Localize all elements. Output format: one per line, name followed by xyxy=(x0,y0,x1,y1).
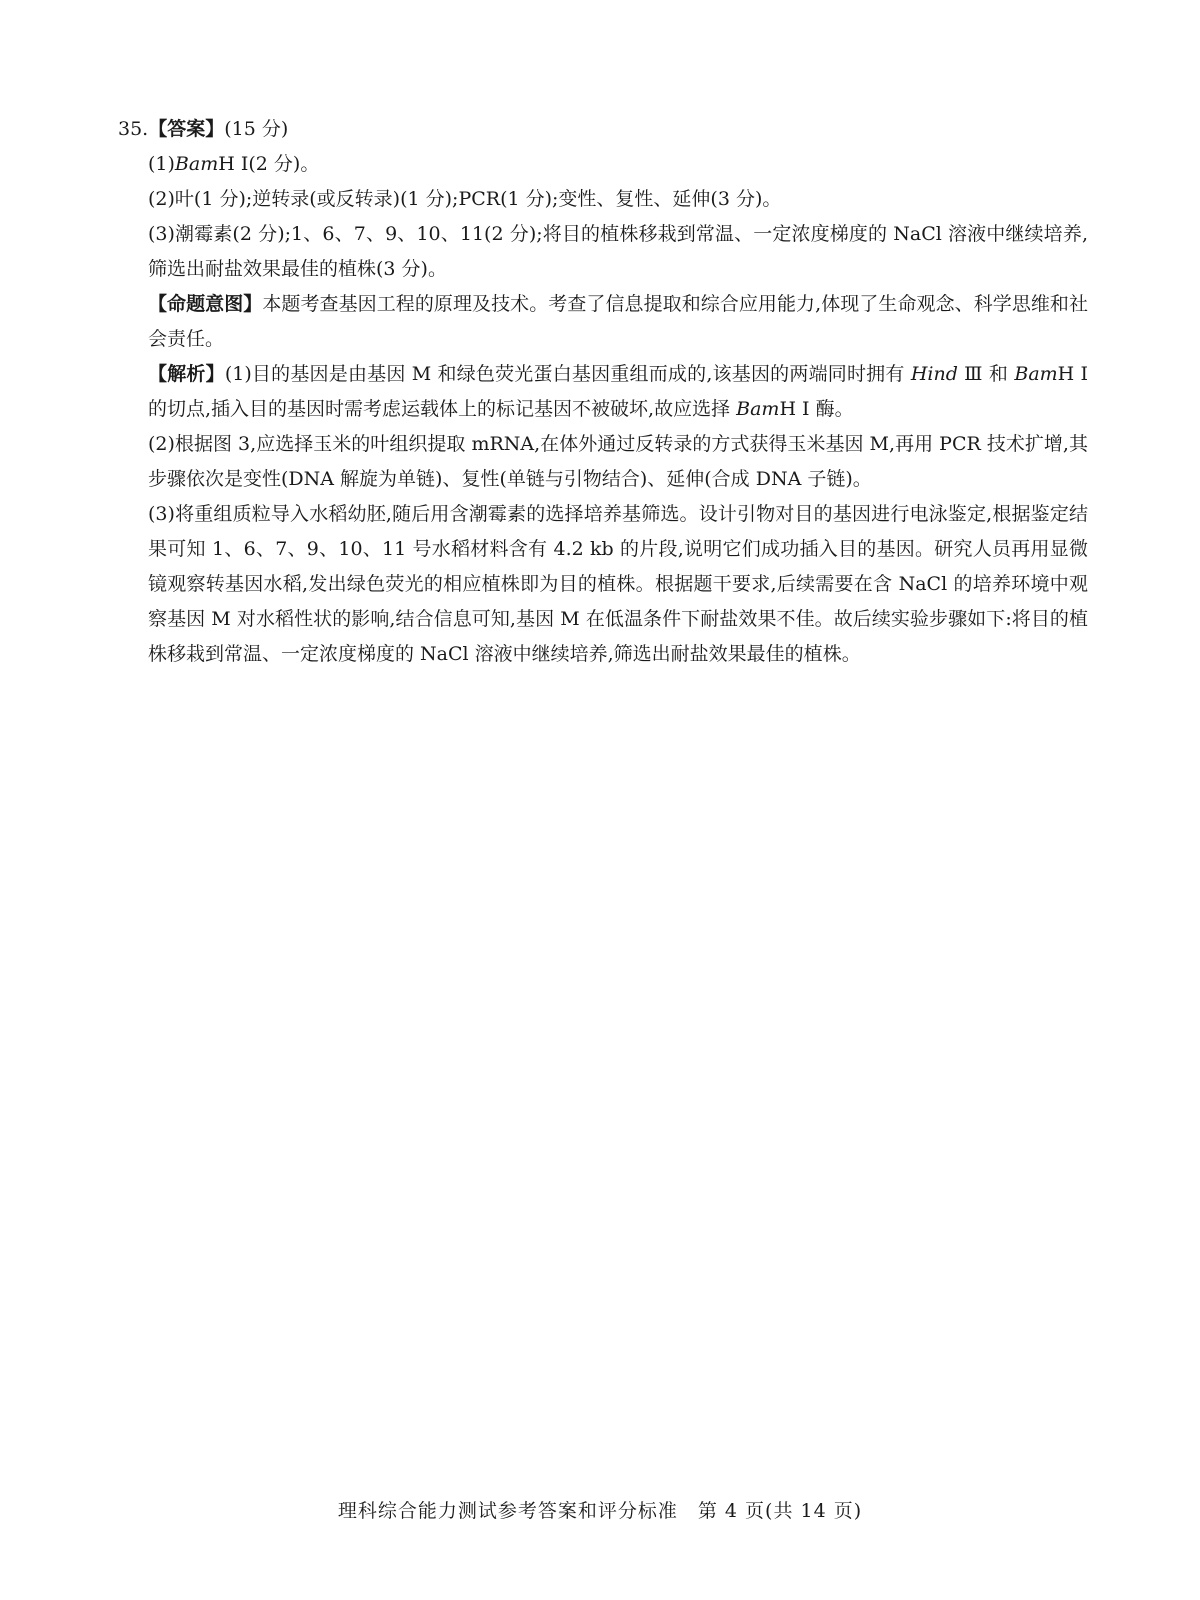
analysis-label: 【解析】 xyxy=(148,363,225,385)
analysis-p1-part-a: (1)目的基因是由基因 M 和绿色荧光蛋白基因重组而成的,该基因的两端同时拥有 xyxy=(224,363,911,385)
analysis-p2-text: (2)根据图 3,应选择玉米的叶组织提取 mRNA,在体外通过反转录的方式获得玉米基因 M,再用 PCR 技术扩增,其步骤依次是变性(DNA 解旋为单链)、复性(单链与引物结合)、延伸(合成 DNA 子链)。 xyxy=(148,433,1088,490)
answer-1-enzyme-italic: Bam xyxy=(174,153,219,175)
intent-section xyxy=(118,287,1088,357)
analysis-paragraph-3 xyxy=(118,497,1088,672)
answer-label: 【答案】 xyxy=(148,118,225,140)
hind-italic: Hind xyxy=(910,363,958,385)
hind-rest: Ⅲ 和 xyxy=(957,363,1015,385)
analysis-p1-part-c: 酶。 xyxy=(809,398,854,420)
answer-item-3 xyxy=(118,217,1088,287)
analysis-p3-text: (3)将重组质粒导入水稻幼胚,随后用含潮霉素的选择培养基筛选。设计引物对目的基因进行电泳鉴定,根据鉴定结果可知 1、6、7、9、10、11 号水稻材料含有 4.2 kb 的片段,说明它们成功插入目的基因。研究人员再用显微镜观察转基因水稻,发出绿色荧光的相应植株即为目的植株。根据题干要求,后续需要在含 NaCl 的培养环境中观察基因 M 对水稻性状的影响,结合信息可知,基因 M 在低温条件下耐盐效果不佳。故后续实验步骤如下:将目的植株移栽到常温、一定浓度梯度的 NaCl 溶液中继续培养,筛选出耐盐效果最佳的植株。 xyxy=(148,503,1088,665)
bam-italic-1: Bam xyxy=(1014,363,1058,385)
page-footer: 理科综合能力测试参考答案和评分标准 第 4 页(共 14 页) xyxy=(337,1500,863,1522)
answer-points: (15 分) xyxy=(224,118,289,140)
answer-content xyxy=(118,112,1088,672)
bam-italic-2: Bam xyxy=(736,398,780,420)
question-heading xyxy=(118,112,1088,147)
answer-1-prefix: (1) xyxy=(148,153,175,175)
analysis-p1-part-b: 的切点,插入目的基因时需考虑运载体上的标记基因不被破坏,故应选择 xyxy=(148,398,737,420)
answer-1-text: (2 分)。 xyxy=(248,153,320,175)
intent-label: 【命题意图】 xyxy=(148,293,263,315)
analysis-paragraph-2 xyxy=(118,427,1088,497)
answer-item-1 xyxy=(118,147,1088,182)
answer-3-text: (3)潮霉素(2 分);1、6、7、9、10、11(2 分);将目的植株移栽到常温、一定浓度梯度的 NaCl 溶液中继续培养,筛选出耐盐效果最佳的植株(3 分)。 xyxy=(148,223,1088,280)
bam-rest-2: H Ⅰ xyxy=(779,398,810,420)
analysis-paragraph-1 xyxy=(118,357,1088,427)
bam-rest-1: H Ⅰ xyxy=(1057,363,1088,385)
intent-text: 本题考查基因工程的原理及技术。考查了信息提取和综合应用能力,体现了生命观念、科学思维和社会责任。 xyxy=(148,293,1088,350)
answer-2-text: (2)叶(1 分);逆转录(或反转录)(1 分);PCR(1 分);变性、复性、延伸(3 分)。 xyxy=(148,188,782,210)
answer-1-enzyme-rest: H Ⅰ xyxy=(218,153,249,175)
answer-item-2 xyxy=(118,182,1088,217)
question-number: 35. xyxy=(118,118,149,140)
